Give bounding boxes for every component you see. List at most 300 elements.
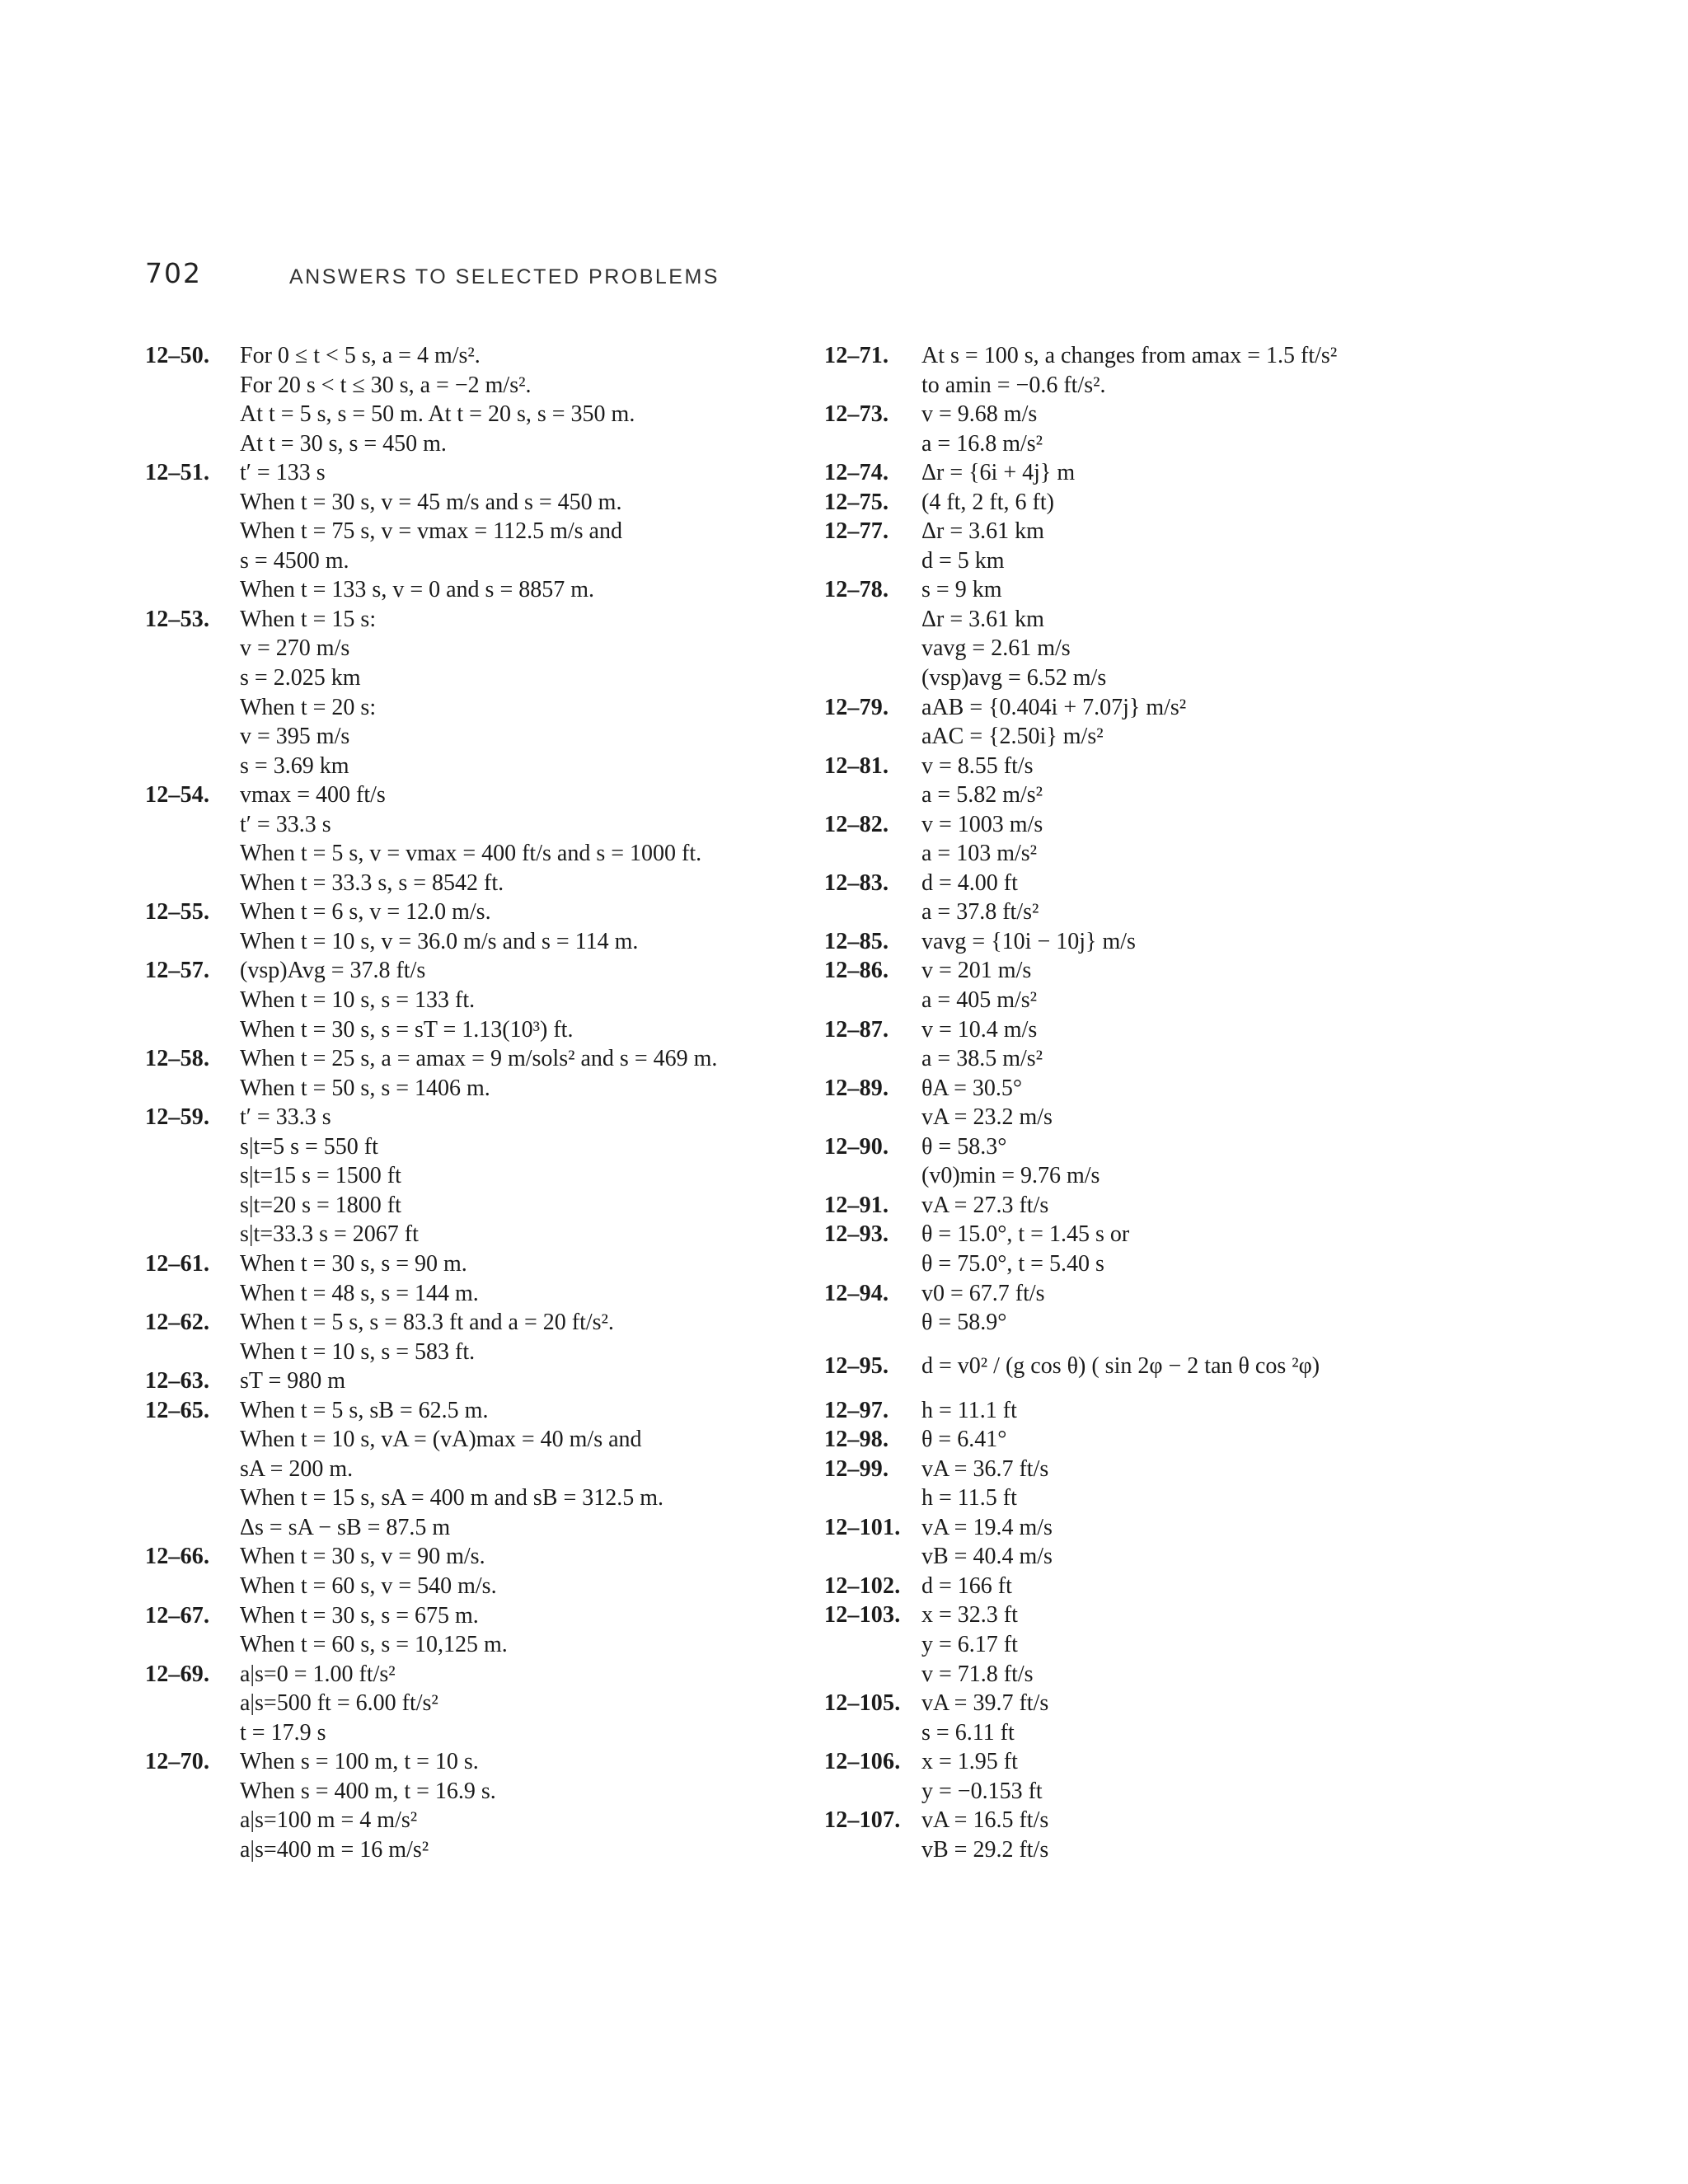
problem-number: 12–82. — [824, 811, 889, 837]
problem-number — [145, 546, 240, 576]
answer-row — [145, 1689, 837, 1718]
answer-text: v0 = 67.7 ft/s — [921, 1280, 1045, 1306]
answer-row — [145, 869, 837, 898]
answer-row — [824, 1338, 1566, 1396]
problem-number: 12–101. — [824, 1514, 901, 1540]
answer-row — [145, 1425, 837, 1455]
answer-text: x = 32.3 ft — [921, 1602, 1018, 1629]
answer-row — [145, 605, 837, 635]
answer-row — [824, 1630, 1566, 1660]
problem-number — [824, 1835, 921, 1865]
answer-text: (v0)min = 9.76 m/s — [921, 1163, 1100, 1189]
answers-column-left — [145, 341, 837, 1864]
answer-text: When t = 5 s, s = 83.3 ft and a = 20 ft/s². — [240, 1310, 614, 1336]
answer-row — [145, 1074, 837, 1104]
answer-row — [145, 1396, 837, 1426]
answer-row — [824, 693, 1566, 723]
answer-row — [145, 488, 837, 518]
answer-text: When t = 6 s, v = 12.0 m/s. — [240, 899, 491, 926]
problem-number — [145, 986, 240, 1015]
answer-text: s|t=5 s = 550 ft — [240, 1133, 378, 1160]
answer-row — [145, 752, 837, 781]
answer-text: (4 ft, 2 ft, 6 ft) — [921, 489, 1054, 515]
answer-row — [824, 429, 1566, 459]
problem-number — [145, 1835, 240, 1865]
problem-number: 12–97. — [824, 1397, 889, 1423]
answer-text: When t = 75 s, v = vmax = 112.5 m/s and — [240, 518, 622, 545]
problem-number: 12–89. — [824, 1075, 889, 1101]
problem-number — [145, 1689, 240, 1718]
answer-row — [824, 663, 1566, 693]
answer-row — [824, 1015, 1566, 1045]
answer-row — [145, 400, 837, 429]
problem-number — [824, 634, 921, 663]
answer-text: sT = 980 m — [240, 1368, 346, 1394]
answer-text: vB = 29.2 ft/s — [921, 1836, 1049, 1863]
answer-text: θ = 58.3° — [921, 1133, 1007, 1160]
answer-text: θ = 58.9° — [921, 1310, 1007, 1336]
answer-row — [824, 869, 1566, 898]
problem-number: 12–105. — [824, 1690, 901, 1717]
problem-number — [145, 663, 240, 693]
answer-row — [145, 1220, 837, 1249]
answer-text: When t = 33.3 s, s = 8542 ft. — [240, 869, 504, 896]
problem-number — [145, 1338, 240, 1367]
answer-text: vA = 36.7 ft/s — [921, 1455, 1049, 1482]
problem-number — [145, 1572, 240, 1601]
answer-row — [145, 1249, 837, 1279]
problem-number: 12–67. — [145, 1602, 210, 1629]
answer-text: vA = 27.3 ft/s — [921, 1192, 1049, 1218]
problem-number: 12–55. — [145, 899, 210, 926]
answer-row — [824, 1191, 1566, 1221]
problem-number: 12–58. — [145, 1046, 210, 1072]
answer-text: (vsp)avg = 6.52 m/s — [921, 665, 1107, 691]
answer-row — [824, 1044, 1566, 1074]
problem-number — [145, 810, 240, 840]
answer-text: vB = 40.4 m/s — [921, 1544, 1053, 1570]
answer-row — [824, 780, 1566, 810]
answer-row — [824, 986, 1566, 1015]
answer-text: a = 5.82 m/s² — [921, 782, 1043, 808]
problem-number — [824, 1044, 921, 1074]
answer-text: Δr = {6i + 4j} m — [921, 460, 1076, 486]
answer-row — [145, 1630, 837, 1660]
answers-column-right — [824, 341, 1566, 1864]
problem-number — [145, 1455, 240, 1484]
problem-number: 12–94. — [824, 1280, 889, 1306]
answer-row — [145, 371, 837, 401]
problem-number — [824, 1308, 921, 1338]
answer-row — [824, 898, 1566, 927]
answer-text: When s = 400 m, t = 16.9 s. — [240, 1778, 496, 1804]
problem-number — [145, 1718, 240, 1748]
problem-number: 12–61. — [145, 1250, 210, 1277]
answer-row — [145, 1366, 837, 1396]
answer-text: a|s=0 = 1.00 ft/s² — [240, 1661, 396, 1687]
problem-number: 12–107. — [824, 1807, 901, 1834]
problem-number — [145, 575, 240, 605]
answer-row — [145, 1542, 837, 1572]
problem-number — [145, 1425, 240, 1455]
answer-row — [145, 1718, 837, 1748]
answer-text: to amin = −0.6 ft/s². — [921, 372, 1106, 398]
answer-row — [824, 1132, 1566, 1162]
answer-text: a|s=400 m = 16 m/s² — [240, 1836, 429, 1863]
problem-number: 12–99. — [824, 1455, 889, 1482]
answer-text: vavg = 2.61 m/s — [921, 635, 1071, 662]
answer-row — [145, 458, 837, 488]
answer-row — [145, 1835, 837, 1865]
problem-number — [145, 1279, 240, 1309]
answer-text: t = 17.9 s — [240, 1719, 326, 1746]
answer-text: a = 103 m/s² — [921, 841, 1038, 867]
answer-text: sA = 200 m. — [240, 1455, 354, 1482]
answer-text: s = 2.025 km — [240, 665, 361, 691]
problem-number — [824, 429, 921, 459]
answer-row — [824, 1425, 1566, 1455]
answer-row — [145, 1015, 837, 1045]
answer-text: d = v0² / (g cos θ) ( sin 2φ − 2 tan θ cos ²φ) — [921, 1353, 1320, 1380]
answer-row — [824, 1747, 1566, 1777]
problem-number: 12–73. — [824, 401, 889, 428]
answer-row — [145, 1191, 837, 1221]
answer-row — [145, 1103, 837, 1132]
answer-row — [824, 1572, 1566, 1601]
answer-text: When t = 5 s, sB = 62.5 m. — [240, 1397, 489, 1423]
answer-row — [145, 722, 837, 752]
problem-number — [145, 927, 240, 957]
answer-row — [145, 1513, 837, 1543]
answer-row — [145, 1044, 837, 1074]
answer-text: When t = 15 s, sA = 400 m and sB = 312.5 m. — [240, 1485, 664, 1511]
answer-row — [145, 898, 837, 927]
problem-number: 12–103. — [824, 1602, 901, 1629]
problem-number — [145, 1132, 240, 1162]
answer-text: d = 166 ft — [921, 1572, 1012, 1599]
answer-row — [145, 1132, 837, 1162]
problem-number — [145, 1161, 240, 1191]
problem-number — [145, 400, 240, 429]
answer-row — [824, 1249, 1566, 1279]
answer-text: v = 71.8 ft/s — [921, 1661, 1034, 1687]
answer-text: When t = 133 s, v = 0 and s = 8857 m. — [240, 577, 595, 603]
answer-row — [824, 752, 1566, 781]
problem-number: 12–75. — [824, 489, 889, 515]
answer-row — [145, 546, 837, 576]
answer-row — [824, 1513, 1566, 1543]
problem-number — [824, 1249, 921, 1279]
problem-number — [145, 1777, 240, 1807]
answer-row — [145, 429, 837, 459]
answer-text: When t = 60 s, s = 10,125 m. — [240, 1632, 508, 1658]
answer-row — [145, 839, 837, 869]
answer-text: s = 4500 m. — [240, 547, 349, 574]
answer-text: vA = 19.4 m/s — [921, 1514, 1053, 1540]
problem-number — [824, 1161, 921, 1191]
problem-number — [145, 1513, 240, 1543]
answer-text: θ = 6.41° — [921, 1427, 1007, 1453]
answer-text: vA = 16.5 ft/s — [921, 1807, 1049, 1834]
answer-text: When t = 48 s, s = 144 m. — [240, 1280, 479, 1306]
answer-text: s = 3.69 km — [240, 752, 349, 779]
answer-text: t′ = 33.3 s — [240, 1104, 331, 1131]
answer-text: a = 16.8 m/s² — [921, 430, 1043, 457]
problem-number — [145, 1630, 240, 1660]
problem-number — [145, 722, 240, 752]
answer-text: h = 11.5 ft — [921, 1485, 1017, 1511]
answer-row — [145, 1308, 837, 1338]
answer-row — [824, 810, 1566, 840]
answer-text: s|t=33.3 s = 2067 ft — [240, 1221, 419, 1248]
problem-number: 12–79. — [824, 694, 889, 720]
answer-row — [145, 1572, 837, 1601]
answer-text: h = 11.1 ft — [921, 1397, 1017, 1423]
answer-row — [145, 693, 837, 723]
answer-text: (vsp)Avg = 37.8 ft/s — [240, 958, 426, 984]
problem-number — [145, 1220, 240, 1249]
problem-number — [145, 839, 240, 869]
problem-number — [824, 371, 921, 401]
answer-row — [824, 1455, 1566, 1484]
answer-text: When t = 60 s, v = 540 m/s. — [240, 1572, 497, 1599]
problem-number: 12–95. — [824, 1353, 889, 1380]
problem-number: 12–106. — [824, 1749, 901, 1775]
problem-number — [145, 371, 240, 401]
problem-number: 12–85. — [824, 928, 889, 954]
answer-row — [824, 722, 1566, 752]
answer-row — [145, 1161, 837, 1191]
problem-number — [824, 1483, 921, 1513]
problem-number: 12–62. — [145, 1310, 210, 1336]
answer-text: θ = 15.0°, t = 1.45 s or — [921, 1221, 1130, 1248]
answer-row — [824, 1777, 1566, 1807]
answer-text: d = 4.00 ft — [921, 869, 1018, 896]
answer-text: t′ = 133 s — [240, 460, 326, 486]
answer-row — [145, 986, 837, 1015]
answer-text: Δr = 3.61 km — [921, 518, 1044, 545]
running-title: ANSWERS TO SELECTED PROBLEMS — [289, 265, 720, 288]
problem-number — [824, 1718, 921, 1748]
problem-number: 12–59. — [145, 1104, 210, 1131]
answer-text: Δr = 3.61 km — [921, 606, 1044, 632]
problem-number: 12–51. — [145, 460, 210, 486]
answer-text: When t = 10 s, s = 133 ft. — [240, 987, 476, 1014]
answer-text: When t = 15 s: — [240, 606, 377, 632]
answer-row — [824, 341, 1566, 371]
answer-row — [824, 575, 1566, 605]
answer-row — [145, 1601, 837, 1631]
problem-number: 12–71. — [824, 343, 889, 368]
problem-number: 12–98. — [824, 1427, 889, 1453]
answer-row — [824, 1161, 1566, 1191]
problem-number: 12–57. — [145, 958, 210, 984]
answer-row — [824, 1601, 1566, 1630]
problem-number — [145, 1483, 240, 1513]
answer-text: At s = 100 s, a changes from amax = 1.5 ft/s² — [921, 343, 1338, 368]
answer-text: a|s=500 ft = 6.00 ft/s² — [240, 1690, 438, 1717]
problem-number — [145, 1074, 240, 1104]
answer-row — [145, 341, 837, 371]
problem-number: 12–53. — [145, 606, 210, 632]
problem-number: 12–66. — [145, 1544, 210, 1570]
problem-number: 12–69. — [145, 1661, 210, 1687]
answer-text: y = −0.153 ft — [921, 1778, 1043, 1804]
answer-text: When t = 30 s, s = 90 m. — [240, 1250, 467, 1277]
answer-text: v = 8.55 ft/s — [921, 752, 1034, 779]
answer-text: At t = 30 s, s = 450 m. — [240, 430, 447, 457]
problem-number: 12–63. — [145, 1368, 210, 1394]
answer-text: When s = 100 m, t = 10 s. — [240, 1749, 479, 1775]
problem-number: 12–93. — [824, 1221, 889, 1248]
answer-row — [824, 605, 1566, 635]
answer-text: y = 6.17 ft — [921, 1631, 1018, 1657]
problem-number: 12–65. — [145, 1397, 210, 1423]
answer-row — [824, 517, 1566, 546]
answer-row — [145, 663, 837, 693]
problem-number — [824, 1542, 921, 1572]
answer-row — [824, 1279, 1566, 1309]
problem-number — [145, 869, 240, 898]
answer-text: d = 5 km — [921, 547, 1005, 574]
problem-number: 12–78. — [824, 577, 889, 603]
problem-number: 12–77. — [824, 518, 889, 545]
problem-number — [145, 429, 240, 459]
problem-number — [145, 752, 240, 781]
answer-row — [824, 1835, 1566, 1865]
answer-row — [145, 1747, 837, 1777]
answer-text: When t = 10 s, s = 583 ft. — [240, 1338, 476, 1365]
problem-number: 12–74. — [824, 460, 889, 486]
answer-text: s = 6.11 ft — [921, 1719, 1015, 1746]
answer-text: s|t=20 s = 1800 ft — [240, 1192, 401, 1218]
answer-row — [145, 1455, 837, 1484]
answer-text: vA = 23.2 m/s — [921, 1104, 1053, 1131]
answer-text: t′ = 33.3 s — [240, 811, 331, 837]
answer-row — [824, 1806, 1566, 1835]
problem-number: 12–50. — [145, 343, 210, 368]
answer-row — [824, 458, 1566, 488]
problem-number — [145, 1191, 240, 1221]
problem-number — [145, 1015, 240, 1045]
answer-text: v = 9.68 m/s — [921, 401, 1038, 428]
problem-number — [824, 780, 921, 810]
problem-number — [824, 839, 921, 869]
problem-number: 12–54. — [145, 782, 210, 808]
problem-number — [824, 1660, 921, 1690]
problem-number — [145, 517, 240, 546]
answer-text: Δs = sA − sB = 87.5 m — [240, 1514, 451, 1540]
answer-text: When t = 50 s, s = 1406 m. — [240, 1075, 490, 1101]
answer-row — [824, 1542, 1566, 1572]
answer-row — [145, 517, 837, 546]
answer-text: a = 37.8 ft/s² — [921, 899, 1039, 926]
answer-text: When t = 30 s, s = sT = 1.13(10³) ft. — [240, 1016, 574, 1043]
problem-number — [824, 1103, 921, 1132]
answer-row — [145, 1777, 837, 1807]
problem-number: 12–91. — [824, 1192, 889, 1218]
answer-text: When t = 5 s, v = vmax = 400 ft/s and s = 1000 ft. — [240, 841, 702, 867]
answer-text: At t = 5 s, s = 50 m. At t = 20 s, s = 350 m. — [240, 401, 635, 428]
answer-row — [824, 927, 1566, 957]
answer-text: When t = 30 s, v = 45 m/s and s = 450 m. — [240, 489, 622, 515]
answer-row — [824, 1718, 1566, 1748]
problem-number — [145, 488, 240, 518]
problem-number — [824, 1777, 921, 1807]
problem-number — [145, 693, 240, 723]
answer-text: v = 201 m/s — [921, 958, 1032, 984]
problem-number — [145, 634, 240, 663]
answer-text: vmax = 400 ft/s — [240, 782, 386, 808]
answer-row — [824, 546, 1566, 576]
answer-text: θ = 75.0°, t = 5.40 s — [921, 1250, 1104, 1277]
answer-text: For 20 s < t ≤ 30 s, a = −2 m/s². — [240, 372, 532, 398]
problem-number: 12–102. — [824, 1572, 901, 1599]
answer-text: x = 1.95 ft — [921, 1749, 1018, 1775]
answer-row — [824, 956, 1566, 986]
answer-row — [824, 1689, 1566, 1718]
answer-row — [824, 1483, 1566, 1513]
answer-text: When t = 10 s, vA = (vA)max = 40 m/s and — [240, 1427, 642, 1453]
problem-number — [824, 663, 921, 693]
answer-text: s|t=15 s = 1500 ft — [240, 1163, 401, 1189]
answer-row — [145, 1806, 837, 1835]
problem-number: 12–86. — [824, 958, 889, 984]
problem-number — [824, 722, 921, 752]
answer-row — [824, 371, 1566, 401]
answer-row — [824, 400, 1566, 429]
answer-row — [145, 956, 837, 986]
answer-row — [145, 780, 837, 810]
answer-row — [145, 634, 837, 663]
problem-number: 12–70. — [145, 1749, 210, 1775]
answer-row — [145, 927, 837, 957]
problem-number — [824, 1630, 921, 1660]
answer-text: s = 9 km — [921, 577, 1002, 603]
problem-number: 12–81. — [824, 752, 889, 779]
answer-text: v = 1003 m/s — [921, 811, 1043, 837]
answer-text: v = 395 m/s — [240, 724, 350, 750]
answer-text: aAC = {2.50i} m/s² — [921, 724, 1104, 750]
answer-row — [824, 1660, 1566, 1690]
problem-number: 12–90. — [824, 1133, 889, 1160]
answer-text: When t = 30 s, v = 90 m/s. — [240, 1544, 485, 1570]
answer-text: When t = 10 s, v = 36.0 m/s and s = 114 m. — [240, 928, 639, 954]
problem-number — [824, 605, 921, 635]
answer-row — [824, 488, 1566, 518]
page-number: 702 — [145, 257, 202, 289]
answer-text: a|s=100 m = 4 m/s² — [240, 1807, 418, 1834]
answer-row — [145, 1279, 837, 1309]
answer-text: v = 10.4 m/s — [921, 1016, 1038, 1043]
answer-row — [145, 575, 837, 605]
answer-text: When t = 20 s: — [240, 694, 377, 720]
page-header — [145, 257, 1546, 293]
answer-row — [824, 1103, 1566, 1132]
answer-text: When t = 30 s, s = 675 m. — [240, 1602, 479, 1629]
answer-text: v = 270 m/s — [240, 635, 350, 662]
problem-number — [824, 898, 921, 927]
problem-number — [824, 546, 921, 576]
answer-text: vA = 39.7 ft/s — [921, 1690, 1049, 1717]
answer-row — [824, 839, 1566, 869]
answer-text: When t = 25 s, a = amax = 9 m/sols² and s = 469 m. — [240, 1046, 718, 1072]
answer-row — [824, 634, 1566, 663]
problem-number — [824, 986, 921, 1015]
answer-text: θA = 30.5° — [921, 1075, 1023, 1101]
problem-number: 12–87. — [824, 1016, 889, 1043]
answer-row — [824, 1220, 1566, 1249]
